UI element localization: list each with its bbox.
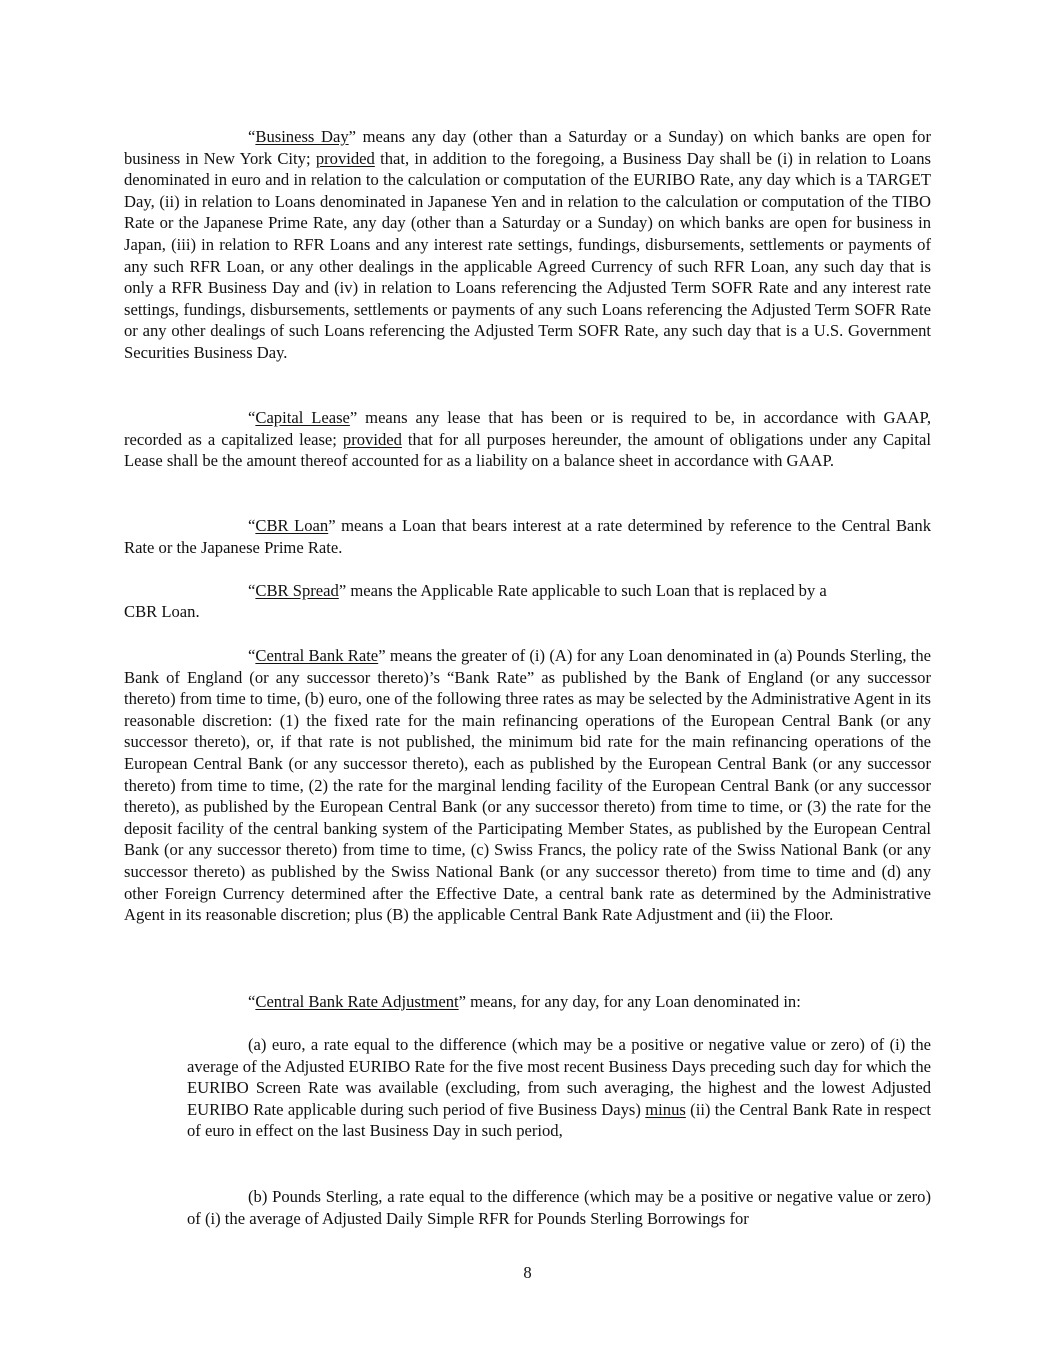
underlined-word: provided <box>315 148 375 168</box>
clause-text: (a) euro, a rate equal to the difference (which may be a positive or negative value or zero) of (i) the average of the Adjusted EURIBO Rate for the five most recent Business Days preceding such day for which the EURIBO Screen Rate was available (excluding, from such averaging, the highest and the lowest Adjusted EURIBO Rate applicable during such period of five Business Days) <box>187 1035 931 1119</box>
definition-cbr-loan <box>124 515 931 558</box>
definition-business-day <box>124 126 931 364</box>
definition-text: ” means the greater of (i) (A) for any Loan denominated in (a) Pounds Sterling, the Bank of England (or any successor thereto)’s “Bank Rate” as published by the Bank of England (or any successor thereto) from time to time, (b) euro, one of the following three rates as may be selected by the Administrative Agent in its reasonable discretion: (1) the fixed rate for the main refinancing operations of the European Central Bank (or any successor thereto), or, if that rate is not published, the minimum bid rate for the main refinancing operations of the European Central Bank (or any successor thereto), each as published by the European Central Bank (or any successor thereto) from time to time, (2) the rate for the marginal lending facility of the European Central Bank (or any successor thereto), as published by the European Central Bank (or any successor thereto) from time to time, or (3) the rate for the deposit facility of the central banking system of the Participating Member States, as published by the European Central Bank (or any successor thereto) from time to time, (c) Swiss Francs, the policy rate of the Swiss National Bank (or any successor thereto) as published by the Swiss National Bank (or any successor thereto) from time to time and (d) any other Foreign Currency determined after the Effective Date, a central bank rate as determined by the Administrative Agent in its reasonable discretion; plus (B) the applicable Central Bank Rate Adjustment and (ii) the Floor. <box>124 646 931 925</box>
definition-text: ” means the Applicable Rate applicable to such Loan that is replaced by a <box>338 581 827 600</box>
page-number: 8 <box>523 1263 532 1282</box>
definition-cbr-spread <box>124 580 931 602</box>
subparagraph-a-euro <box>187 1034 931 1142</box>
subparagraph-b-pounds-sterling <box>187 1186 931 1229</box>
definition-text: ” means, for any day, for any Loan denominated in: <box>458 992 801 1011</box>
open-quote: “ <box>248 992 256 1011</box>
open-quote: “ <box>248 581 256 600</box>
underlined-word: minus <box>645 1099 686 1119</box>
definition-text: ” means a Loan that bears interest at a rate determined by reference to the Central Bank Rate or the Japanese Prime Rate. <box>124 516 931 557</box>
definition-capital-lease <box>124 407 931 472</box>
clause-text: (b) Pounds Sterling, a rate equal to the difference (which may be a positive or negative value or zero) of (i) the average of Adjusted Daily Simple RFR for Pounds Sterling Borrowings for <box>187 1187 931 1228</box>
definition-text: that, in addition to the foregoing, a Business Day shall be (i) in relation to Loans denominated in euro and in relation to the calculation or computation of the EURIBO Rate, any day which is a TARGET Day, (ii) in relation to Loans denominated in Japanese Yen and in relation to the calculation or computation of the TIBO Rate or the Japanese Prime Rate, any day (other than a Saturday or a Sunday) on which banks are open for business in Japan, (iii) in relation to RFR Loans and any interest rate settings, fundings, disbursements, settlements or payments of any such RFR Loan, or any other dealings in the applicable Agreed Currency of such RFR Loan, any such day that is only a RFR Business Day and (iv) in relation to Loans referencing the Adjusted Term SOFR Rate and any interest rate settings, fundings, disbursements, settlements or payments of any such Loans referencing the Adjusted Term SOFR Rate or any other dealings of such Loans referencing the Adjusted Term SOFR Rate, any such day that is a U.S. Government Securities Business Day. <box>124 148 931 362</box>
underlined-word: provided <box>342 429 402 449</box>
definition-cbr-spread-continuation <box>124 601 931 623</box>
open-quote: “ <box>248 516 256 535</box>
defined-term: Central Bank Rate <box>255 646 379 665</box>
definition-text: CBR Loan. <box>124 602 200 621</box>
open-quote: “ <box>248 408 256 427</box>
open-quote: “ <box>248 127 256 146</box>
definition-text: that for all purposes hereunder, the amount of obligations under any Capital Lease shall be the amount thereof accounted for as a liability on a balance sheet in accordance with GAAP. <box>124 429 931 471</box>
definition-central-bank-rate <box>124 645 931 926</box>
defined-term: Capital Lease <box>255 408 350 427</box>
defined-term: CBR Loan <box>255 516 329 535</box>
definition-text: ” means any day (other than a Saturday or a Sunday) on which banks are open for business in New York City; <box>124 127 931 168</box>
defined-term: Business Day <box>255 127 349 146</box>
defined-term: CBR Spread <box>255 581 339 600</box>
definition-central-bank-rate-adjustment <box>124 991 931 1013</box>
definition-text: ” means any lease that has been or is required to be, in accordance with GAAP, recorded as a capitalized lease; <box>124 408 931 449</box>
clause-text: (ii) the Central Bank Rate in respect of euro in effect on the last Business Day in such period, <box>187 1099 931 1141</box>
open-quote: “ <box>248 646 256 665</box>
defined-term: Central Bank Rate Adjustment <box>255 992 459 1011</box>
